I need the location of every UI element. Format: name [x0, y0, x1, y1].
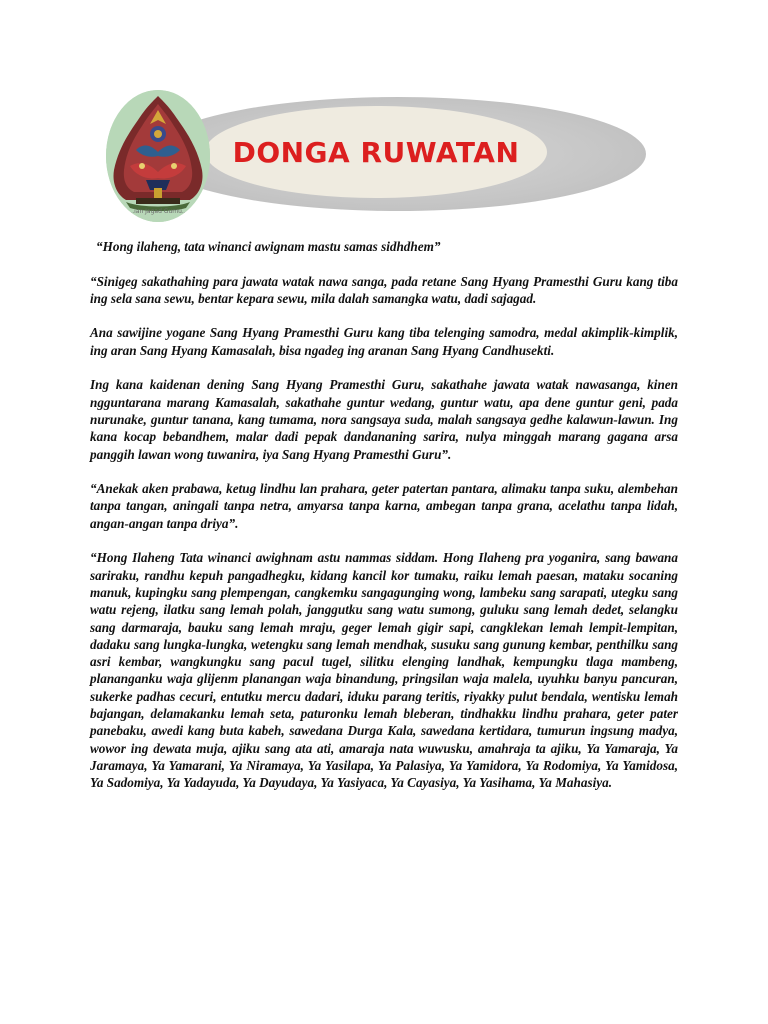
wayang-emblem-image: [106, 90, 210, 222]
page-title: DONGA RUWATAN: [232, 135, 520, 169]
paragraph-invocation: “Hong ilaheng, tata winanci awignam mastu samas sidhdhem”: [96, 239, 441, 254]
paragraph-2: Ana sawijine yogane Sang Hyang Pramesthi Guru kang tiba telenging samodra, medal akimplik-kimplik, ing aran Sang Hyang Kamasalah, bisa ngadeg ing aranan Sang Hyang Candhusekti.: [90, 325, 678, 358]
paragraph-4: “Anekak aken prabawa, ketug lindhu lan prahara, geter patertan pantara, alimaku tanpa suku, alembehan tanpa tangan, aningali tanpa netra, amyarsa tanpa karna, ambegan tanpa grana, acelathu tanpa lidah, angan-angan tanpa driya”.: [90, 481, 678, 531]
wayang-gunungan-icon: [106, 90, 210, 222]
paragraph-1: “Sinigeg sakathahing para jawata watak nawa sanga, pada retane Sang Hyang Pramesthi Guru kang tiba ing sela sana sewu, bentar kepara sewu, mila dalah samangka watu, dadi sajagad.: [90, 273, 678, 306]
paragraph-3: Ing kana kaidenan dening Sang Hyang Pramesthi Guru, sakathahe jawata watak nawasanga, kinen ngguntarana marang Kamasalah, sakathahe guntur wedang, guntur watu, apa dene guntur geni, pada nurunake, guntur tanana, kang tumama, nora sangsaya suda, malah sangsaya gedhe kalawun-lawun. Ing kana kocap bebandhem, malar dadi pepak dandananing sarira, nulya minggah marang gagana arsa panggih lawan wong tuwanira, iya Sang Hyang Pramesthi Guru”.: [90, 377, 678, 462]
emblem-caption: ...ian Jagad Gumu...: [128, 208, 188, 215]
document-header: [0, 0, 768, 230]
document-body: [90, 238, 678, 809]
paragraph-5: “Hong Ilaheng Tata winanci awighnam astu nammas siddam. Hong Ilaheng pra yoganira, sang bawana sariraku, randhu kepuh pangadhegku, kidang kancil kor tumaku, raiku lemah paesan, mataku socaning manuk, kupingku sang plempengan, cangkemku sangagunging wong, lambeku sang sarapati, utegku sang watu rejeng, ilatku sang lemah polah, janggutku sang watu sumong, guluku sang lemah dedet, selangku sang darmaraja, bauku sang lemah mraju, geger lemah gigir sapi, cangklekan lemah lempit-lempitan, dadaku sang lungka-lungka, wetengku sang lemah mendhak, susuku sang gunung kembar, penthilku sang asri kembar, wangkungku sang pacul tugel, silitku elenging landhak, kempungku tlaga mambeng, plananganku waja glijenm planangan waja binandung, pringsilan waja malela, uyuhku banyu pancuran, sukerke padhas cecuri, entutku mercu dadari, iduku parang teritis, riyakky pulut bendala, wentisku lemah bajangan, delamakanku lemah seta, paturonku lemah bleberan, tindhakku lindhu prahara, geter pater panebaku, awedi kang buta kabeh, sawedana Durga Kala, sawedana kertidara, tumurun ingsung madya, wowor ing dewata muja, ajiku sang ata ati, amaraja nata wuwusku, amahraja ta ajiku, Ya Yamaraja, Ya Jaramaya, Ya Yamarani, Ya Niramaya, Ya Yasilapa, Ya Palasiya, Ya Yamidora, Ya Rodomiya, Ya Yamidosa, Ya Sadomiya, Ya Yadayuda, Ya Dayudaya, Ya Yasiyaca, Ya Cayasiya, Ya Yasihama, Ya Mahasiya.: [90, 550, 678, 791]
